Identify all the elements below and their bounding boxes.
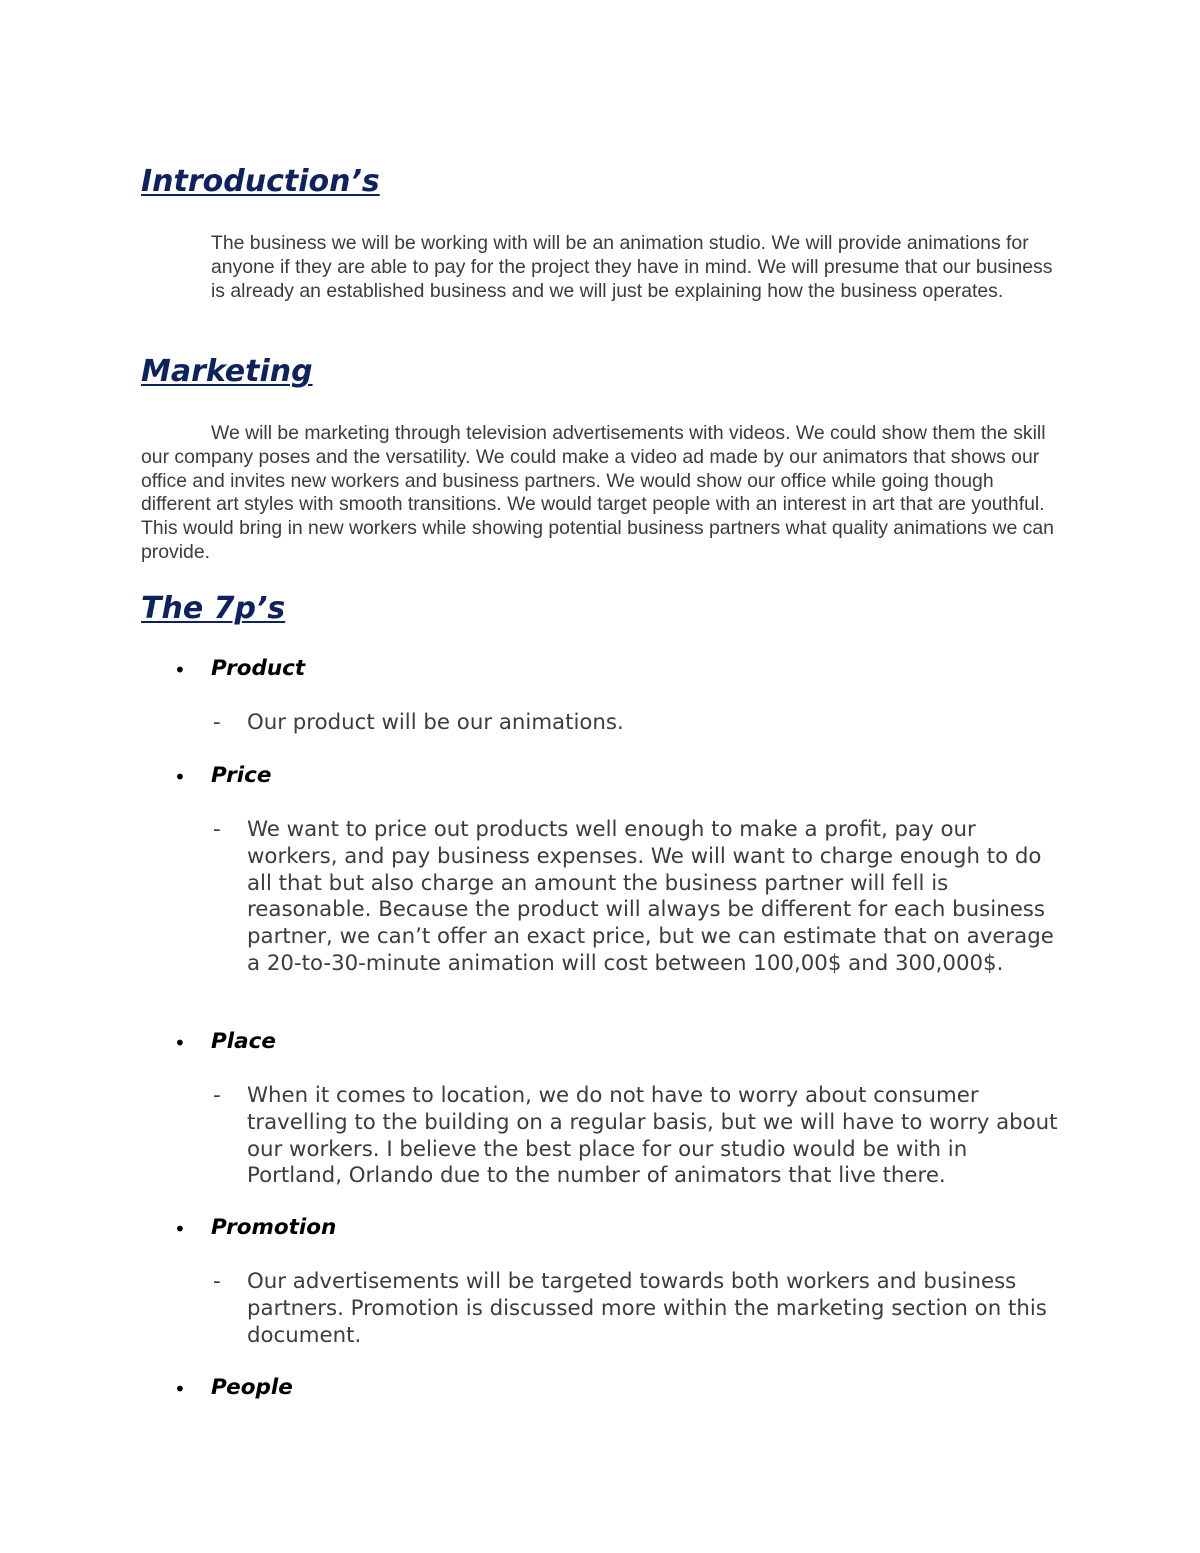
- dash-marker: -: [213, 1083, 221, 1108]
- seven-ps-heading: The 7p’s: [141, 591, 286, 626]
- promotion-title: Promotion: [211, 1215, 337, 1240]
- people-title: People: [211, 1375, 293, 1400]
- price-text: We want to price out products well enough to make a profit, pay our workers, and pay business expenses. We will want to charge enough to do all that but also charge an amount the business partner will fell is reasonable. Because the product will always be different for each business partner, we can’t offer an exact price, but we can estimate that on average a 20-to-30-minute animation will cost between 100,00$ and 300,000$.: [247, 817, 1054, 976]
- promotion-text: Our advertisements will be targeted towards both workers and business partners. Promotion is discussed more within the marketing section on this document.: [247, 1269, 1047, 1348]
- marketing-paragraph: We will be marketing through television advertisements with videos. We could show them the skill our company poses and the versatility. We could make a video ad made by our animators that shows our office and invites new workers and business partners. We would show our office while going though different art styles with smooth transitions. We would target people with an interest in art that are youthful. This would bring in new workers while showing potential business partners what quality animations we can provide.: [141, 422, 1054, 563]
- bullet-icon: •: [174, 765, 186, 789]
- place-text: When it comes to location, we do not have to worry about consumer travelling to the building on a regular basis, but we will have to worry about our workers. I believe the best place for our studio would be with in Portland, Orlando due to the number of animators that live there.: [247, 1083, 1058, 1189]
- dash-marker: -: [213, 1269, 221, 1294]
- introduction-heading: Introduction’s: [141, 164, 380, 199]
- bullet-icon: •: [174, 1031, 186, 1055]
- marketing-heading: Marketing: [141, 354, 313, 389]
- price-title: Price: [211, 763, 272, 788]
- bullet-icon: •: [174, 1377, 186, 1401]
- introduction-paragraph: The business we will be working with will be an animation studio. We will provide animations for anyone if they are able to pay for the project they have in mind. We will presume that our business is already an established business and we will just be explaining how the business operates.: [211, 232, 1053, 302]
- dash-marker: -: [213, 710, 221, 735]
- bullet-icon: •: [174, 1217, 186, 1241]
- place-title: Place: [211, 1029, 276, 1054]
- product-text: Our product will be our animations.: [247, 710, 624, 735]
- dash-marker: -: [213, 817, 221, 842]
- bullet-icon: •: [174, 658, 186, 682]
- product-title: Product: [211, 656, 306, 681]
